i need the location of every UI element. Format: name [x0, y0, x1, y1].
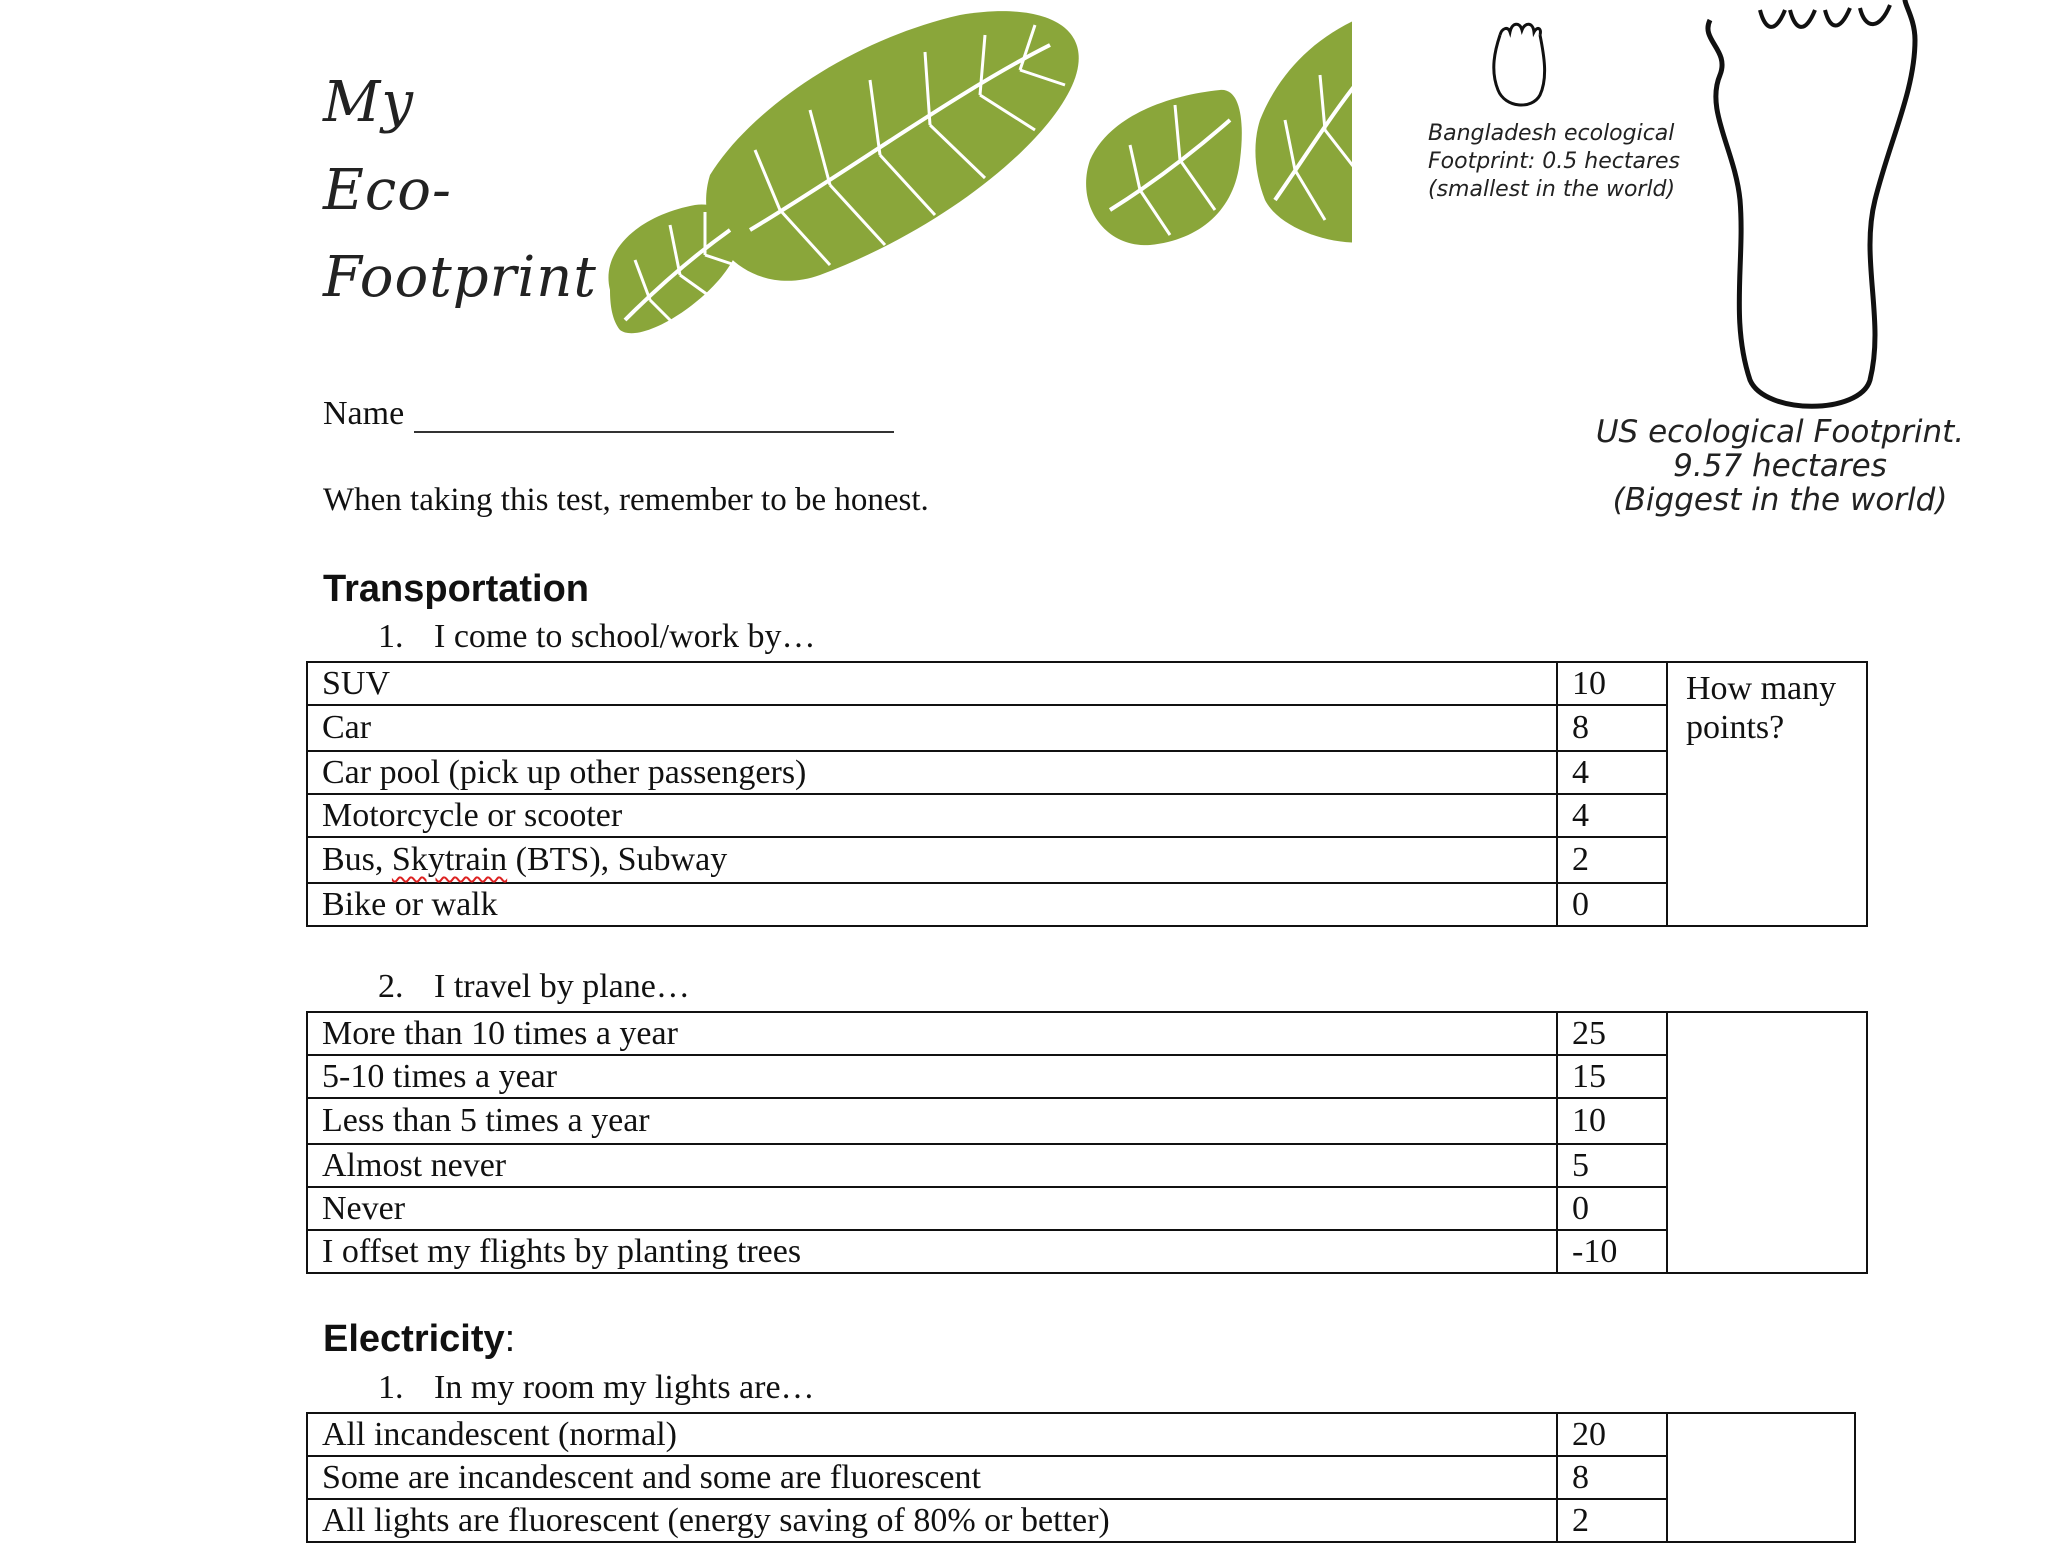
- option-points: 4: [1557, 751, 1667, 794]
- title-eco: Eco-: [323, 158, 452, 223]
- option-label: Bike or walk: [307, 883, 1557, 926]
- option-points: 8: [1557, 705, 1667, 751]
- option-label: Less than 5 times a year: [307, 1098, 1557, 1144]
- option-label: All lights are fluorescent (energy saving of 80% or better): [307, 1499, 1557, 1542]
- table-transport-1: [306, 661, 1868, 927]
- table-row[interactable]: [307, 1230, 1867, 1273]
- option-label: Almost never: [307, 1144, 1557, 1187]
- option-points: 4: [1557, 794, 1667, 837]
- option-label: I offset my flights by planting trees: [307, 1230, 1557, 1273]
- option-points: 10: [1557, 662, 1667, 705]
- option-points: 5: [1557, 1144, 1667, 1187]
- table-row[interactable]: [307, 794, 1867, 837]
- table-row[interactable]: [307, 1456, 1855, 1499]
- bangladesh-caption-line: Bangladesh ecological: [1428, 121, 1675, 146]
- table-row[interactable]: [307, 1055, 1867, 1098]
- points-answer-cell[interactable]: [1667, 1413, 1855, 1542]
- option-points: 15: [1557, 1055, 1667, 1098]
- bangladesh-caption-line: Footprint: 0.5 hectares: [1428, 149, 1681, 174]
- question-number: 1.: [378, 1369, 404, 1406]
- option-points: 0: [1557, 883, 1667, 926]
- table-row[interactable]: [307, 751, 1867, 794]
- us-caption-line: 9.57 hectares: [1673, 448, 1887, 484]
- question-number: 1.: [378, 618, 404, 655]
- question-electricity-1: [378, 1369, 815, 1407]
- bangladesh-footprint-drawing: [1470, 10, 1570, 115]
- option-label: All incandescent (normal): [307, 1413, 1557, 1456]
- leaf-footprints-illustration: [580, 0, 1360, 370]
- title-footprint: Footprint: [323, 245, 597, 310]
- heading-transportation: Transportation: [323, 568, 590, 610]
- table-electricity-1: [306, 1412, 1856, 1543]
- left-heel-leaf: [608, 205, 737, 334]
- table-row[interactable]: [307, 1098, 1867, 1144]
- bangladesh-caption: [1428, 120, 1680, 204]
- us-footprint-drawing: [1690, 0, 1940, 420]
- heading-electricity: [323, 1318, 515, 1361]
- us-caption: [1585, 415, 1975, 517]
- left-sole-leaf: [706, 11, 1079, 281]
- question-text: I come to school/work by…: [434, 618, 816, 655]
- option-label: More than 10 times a year: [307, 1012, 1557, 1055]
- table-row[interactable]: [307, 837, 1867, 883]
- name-field[interactable]: [414, 397, 894, 433]
- option-label-part: Bus,: [322, 841, 392, 879]
- question-text: I travel by plane…: [434, 968, 690, 1005]
- heading-colon: :: [504, 1318, 516, 1360]
- right-shoe-leaves: [1086, 10, 1360, 245]
- bangladesh-caption-line: (smallest in the world): [1428, 177, 1676, 202]
- question-transport-2: [378, 968, 690, 1006]
- option-label: SUV: [307, 662, 1557, 705]
- option-points: 10: [1557, 1098, 1667, 1144]
- table-row[interactable]: [307, 1144, 1867, 1187]
- option-points: 20: [1557, 1413, 1667, 1456]
- option-label: Never: [307, 1187, 1557, 1230]
- heading-electricity-text: Electricity: [323, 1318, 505, 1360]
- option-points: 2: [1557, 1499, 1667, 1542]
- table-row[interactable]: [307, 1187, 1867, 1230]
- option-label: 5-10 times a year: [307, 1055, 1557, 1098]
- option-points: 0: [1557, 1187, 1667, 1230]
- option-label: Some are incandescent and some are fluorescent: [307, 1456, 1557, 1499]
- instruction-text: When taking this test, remember to be honest.: [323, 482, 929, 518]
- name-label: Name: [323, 395, 405, 432]
- name-row: [323, 395, 894, 433]
- option-label-part: (BTS), Subway: [507, 841, 728, 879]
- table-row[interactable]: [307, 662, 1867, 705]
- option-points: -10: [1557, 1230, 1667, 1273]
- how-many-points-label: How many points?: [1686, 670, 1837, 747]
- table-row[interactable]: [307, 705, 1867, 751]
- option-label: [307, 837, 1557, 883]
- table-transport-2: [306, 1011, 1868, 1274]
- option-label: Car: [307, 705, 1557, 751]
- points-answer-cell[interactable]: [1667, 1012, 1867, 1273]
- question-transport-1: [378, 618, 816, 656]
- title-my: My: [323, 70, 414, 135]
- question-number: 2.: [378, 968, 404, 1005]
- option-points: 2: [1557, 837, 1667, 883]
- question-text: In my room my lights are…: [434, 1369, 815, 1406]
- option-points: 8: [1557, 1456, 1667, 1499]
- table-row[interactable]: [307, 1413, 1855, 1456]
- points-answer-cell[interactable]: [1667, 662, 1867, 926]
- table-row[interactable]: [307, 1012, 1867, 1055]
- misspelled-word: Skytrain: [391, 841, 508, 879]
- option-label: Motorcycle or scooter: [307, 794, 1557, 837]
- option-points: 25: [1557, 1012, 1667, 1055]
- option-label: Car pool (pick up other passengers): [307, 751, 1557, 794]
- table-row[interactable]: [307, 883, 1867, 926]
- us-caption-line: US ecological Footprint.: [1595, 414, 1965, 450]
- us-caption-line: (Biggest in the world): [1612, 482, 1948, 518]
